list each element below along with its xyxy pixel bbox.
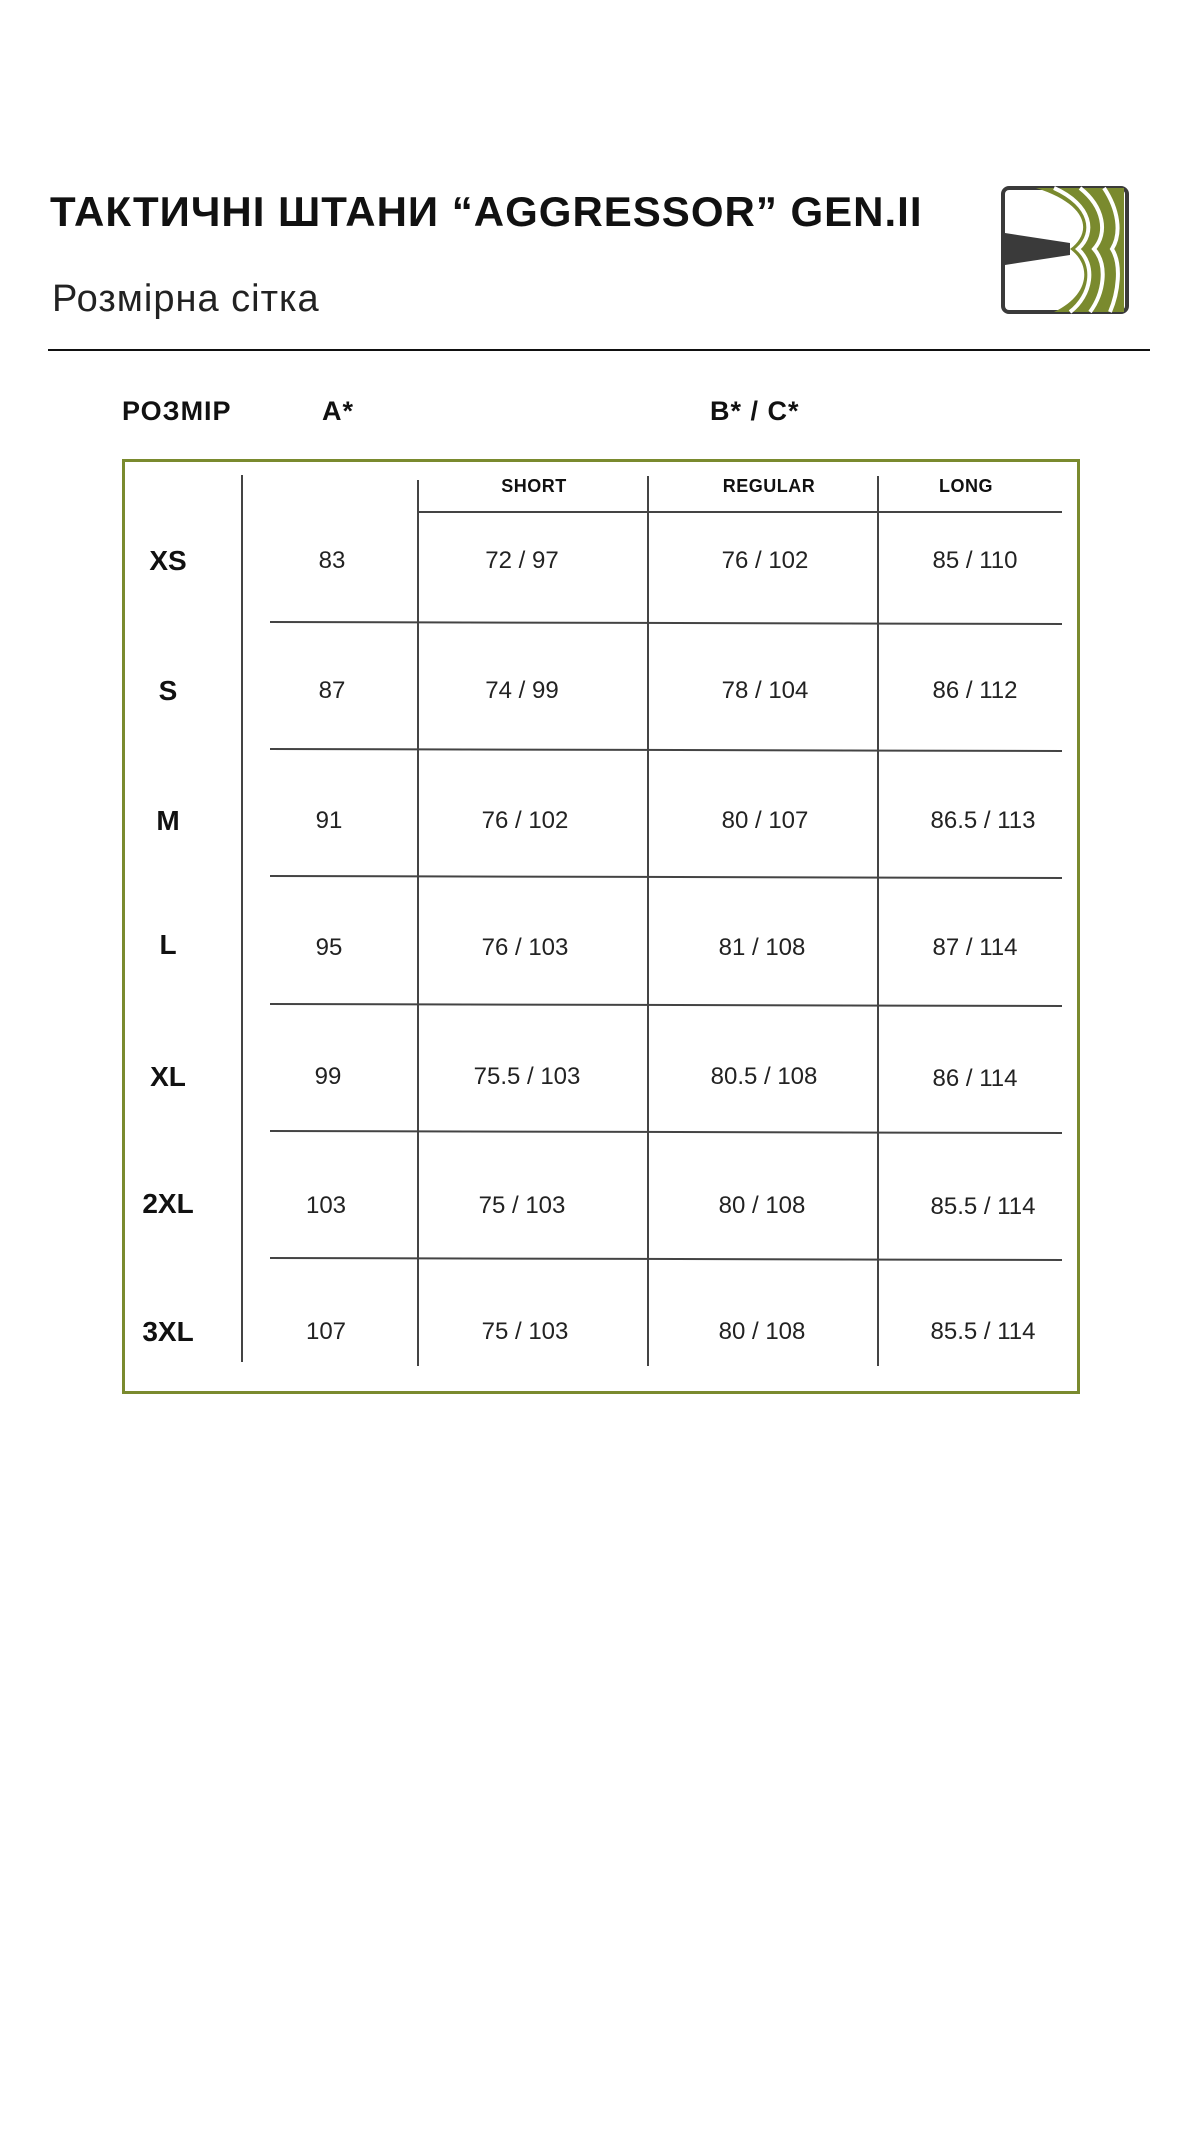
row-xl-short: 75.5 / 103 <box>473 1063 581 1090</box>
row-2xl-regular: 80 / 108 <box>718 1192 806 1219</box>
row-s-size: S <box>158 675 178 706</box>
row-3xl-long: 85.5 / 114 <box>930 1318 1036 1345</box>
page-title: ТАКТИЧНІ ШТАНИ “AGGRESSOR” GEN.II <box>50 188 923 235</box>
row-s-regular: 78 / 104 <box>721 677 809 704</box>
row-3xl-regular: 80 / 108 <box>718 1318 806 1345</box>
row-m-a: 91 <box>315 807 343 834</box>
row-2xl-a: 103 <box>305 1192 347 1219</box>
row-xs-short: 72 / 97 <box>485 547 559 574</box>
row-2xl-size: 2XL <box>142 1188 194 1219</box>
row-m-short: 76 / 102 <box>481 807 569 834</box>
row-xl-size: XL <box>150 1061 186 1092</box>
row-3xl-a: 107 <box>305 1318 347 1345</box>
row-s-a: 87 <box>318 677 346 704</box>
row-m-long: 86.5 / 113 <box>930 807 1036 834</box>
column-header-size: РОЗМІР <box>122 396 232 426</box>
row-2xl-short: 75 / 103 <box>478 1192 566 1219</box>
row-3xl-short: 75 / 103 <box>481 1318 569 1345</box>
row-2xl-long: 85.5 / 114 <box>930 1193 1036 1220</box>
row-l-size: L <box>159 929 177 960</box>
row-xl-long: 86 / 114 <box>932 1065 1018 1092</box>
row-l-regular: 81 / 108 <box>718 934 806 961</box>
row-xs-long: 85 / 110 <box>932 547 1018 574</box>
row-s-long: 86 / 112 <box>932 677 1018 704</box>
row-3xl-size: 3XL <box>142 1316 194 1347</box>
page-subtitle: Розмірна сітка <box>52 278 320 320</box>
row-m-size: M <box>156 805 180 836</box>
row-l-short: 76 / 103 <box>481 934 569 961</box>
subheader-short: SHORT <box>501 476 567 496</box>
row-xl-regular: 80.5 / 108 <box>710 1063 818 1090</box>
column-header-bc: B* / C* <box>710 396 800 426</box>
row-m-regular: 80 / 107 <box>721 807 809 834</box>
row-xl-a: 99 <box>314 1063 342 1090</box>
row-l-long: 87 / 114 <box>932 934 1018 961</box>
subheader-long: LONG <box>939 476 993 496</box>
subheader-regular: REGULAR <box>722 476 816 496</box>
row-xs-regular: 76 / 102 <box>721 547 809 574</box>
row-l-a: 95 <box>315 934 343 961</box>
row-xs-a: 83 <box>318 547 346 574</box>
row-xs-size: XS <box>149 545 187 576</box>
row-s-short: 74 / 99 <box>485 677 559 704</box>
column-header-a: A* <box>322 396 355 426</box>
